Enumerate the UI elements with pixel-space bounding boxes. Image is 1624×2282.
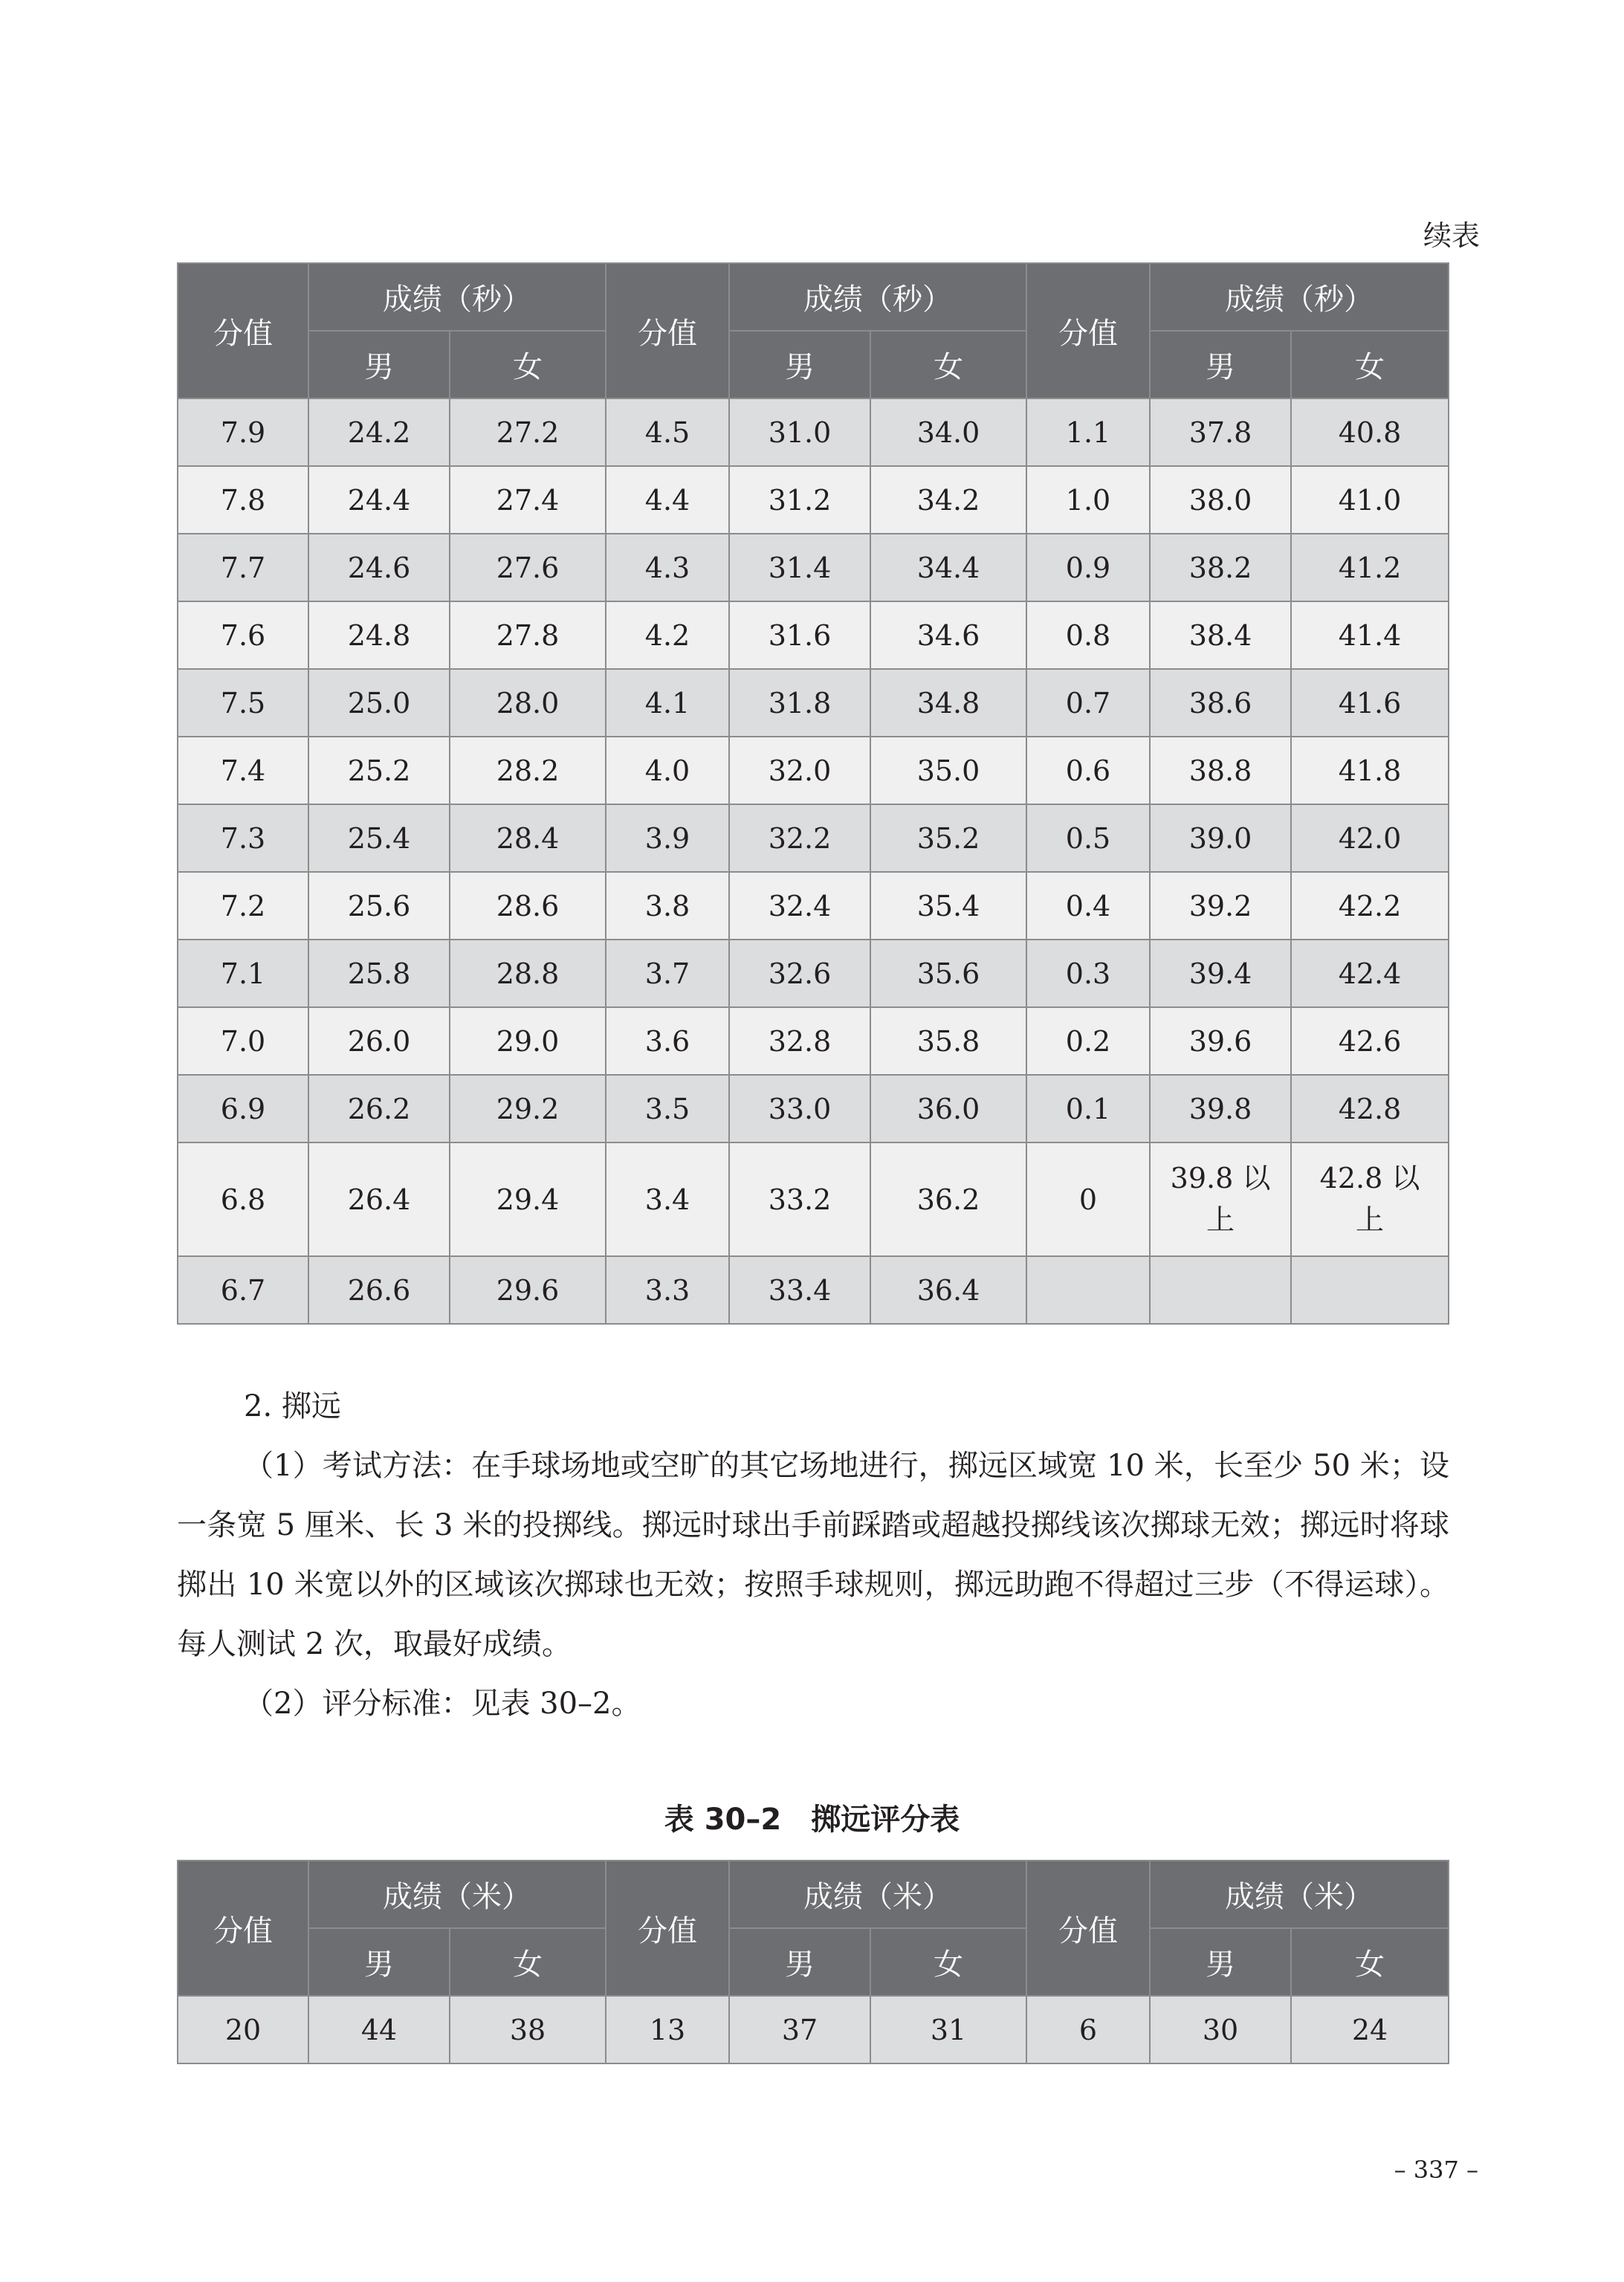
score-header: 分值 — [606, 1861, 729, 1996]
table-cell: 0.6 — [1026, 737, 1150, 804]
throwing-score-table — [177, 1860, 1449, 2064]
table-cell: 31.6 — [729, 601, 870, 669]
table-cell: 4.5 — [606, 398, 729, 466]
table-cell: 26.4 — [308, 1142, 450, 1256]
table-cell: 42.4 — [1291, 940, 1449, 1007]
table-cell: 35.0 — [870, 737, 1026, 804]
table-cell: 7.2 — [178, 872, 308, 940]
table-row — [178, 1996, 1449, 2063]
table-row — [178, 601, 1449, 669]
score-header: 分值 — [178, 1861, 308, 1996]
result-header: 成绩（米） — [729, 1861, 1026, 1928]
section-heading: 2. 掷远 — [244, 1389, 341, 1423]
table-cell: 7.8 — [178, 466, 308, 534]
table-cell: 7.5 — [178, 669, 308, 737]
table-cell: 24.8 — [308, 601, 450, 669]
result-header: 成绩（米） — [1150, 1861, 1449, 1928]
table-cell: 41.2 — [1291, 534, 1449, 601]
running-score-table-continued — [177, 262, 1449, 1325]
table-cell: 24 — [1291, 1996, 1449, 2063]
continued-table-label: 续表 — [1423, 219, 1480, 252]
table-cell: 37 — [729, 1996, 870, 2063]
table-cell: 35.4 — [870, 872, 1026, 940]
table-cell: 34.2 — [870, 466, 1026, 534]
table-cell: 39.2 — [1150, 872, 1291, 940]
table-cell: 6.9 — [178, 1075, 308, 1142]
table-cell: 29.6 — [450, 1256, 606, 1324]
table-cell: 7.1 — [178, 940, 308, 1007]
table-cell: 6 — [1026, 1996, 1150, 2063]
table-cell: 31 — [870, 1996, 1026, 2063]
table-cell: 34.0 — [870, 398, 1026, 466]
table-cell: 39.0 — [1150, 804, 1291, 872]
table-cell: 38.8 — [1150, 737, 1291, 804]
table-row — [178, 1256, 1449, 1324]
table-cell: 3.9 — [606, 804, 729, 872]
standard-paragraph: （2）评分标准：见表 30–2。 — [244, 1687, 641, 1721]
table-cell — [1150, 1256, 1291, 1324]
table-cell: 4.4 — [606, 466, 729, 534]
table-cell: 38 — [450, 1996, 606, 2063]
table-cell: 3.4 — [606, 1142, 729, 1256]
table-cell: 24.4 — [308, 466, 450, 534]
table-cell: 31.4 — [729, 534, 870, 601]
table-row — [178, 804, 1449, 872]
table-row — [178, 737, 1449, 804]
table-cell: 38.4 — [1150, 601, 1291, 669]
table-cell: 0.1 — [1026, 1075, 1150, 1142]
table-cell: 41.8 — [1291, 737, 1449, 804]
table-cell: 28.8 — [450, 940, 606, 1007]
table-cell: 26.2 — [308, 1075, 450, 1142]
table-cell: 31.2 — [729, 466, 870, 534]
table-cell: 42.2 — [1291, 872, 1449, 940]
table-cell: 3.7 — [606, 940, 729, 1007]
table-cell: 41.0 — [1291, 466, 1449, 534]
table-cell: 39.6 — [1150, 1007, 1291, 1075]
table-cell: 25.6 — [308, 872, 450, 940]
table-header-row — [178, 263, 1449, 331]
male-header: 男 — [1150, 331, 1291, 398]
method-paragraph: （1）考试方法：在手球场地或空旷的其它场地进行，掷远区域宽 10 米，长至少 50 米；设一条宽 5 厘米、长 3 米的投掷线。掷远时球出手前踩踏或超越投掷线该次掷球无效；掷远时将球掷出 10 米宽以外的区域该次掷球也无效；按照手球规则，掷远助跑不得超过三步（不得运球）。每人测试 2 次，取最好成绩。 — [177, 1449, 1449, 1661]
table-row — [178, 1007, 1449, 1075]
score-header: 分值 — [606, 263, 729, 398]
table-header-row — [178, 1861, 1449, 1928]
table-cell: 27.8 — [450, 601, 606, 669]
table-cell: 36.0 — [870, 1075, 1026, 1142]
table-cell: 26.0 — [308, 1007, 450, 1075]
table-cell: 44 — [308, 1996, 450, 2063]
table-cell: 29.4 — [450, 1142, 606, 1256]
table-cell: 28.4 — [450, 804, 606, 872]
table-cell: 25.0 — [308, 669, 450, 737]
table-cell: 3.5 — [606, 1075, 729, 1142]
table-cell: 32.2 — [729, 804, 870, 872]
table-cell: 0.5 — [1026, 804, 1150, 872]
table-cell: 42.8 以上 — [1291, 1142, 1449, 1256]
table-cell: 0.8 — [1026, 601, 1150, 669]
table-cell: 3.3 — [606, 1256, 729, 1324]
table-cell: 38.0 — [1150, 466, 1291, 534]
table-cell: 36.2 — [870, 1142, 1026, 1256]
section-throwing — [177, 1377, 1449, 1733]
table-cell: 40.8 — [1291, 398, 1449, 466]
table-cell: 30 — [1150, 1996, 1291, 2063]
page-number: – 337 – — [1394, 2156, 1478, 2184]
table-subheader-row — [178, 1928, 1449, 1996]
table-cell: 28.0 — [450, 669, 606, 737]
table-cell: 32.6 — [729, 940, 870, 1007]
table-cell: 25.8 — [308, 940, 450, 1007]
score-header: 分值 — [1026, 263, 1150, 398]
table-row — [178, 534, 1449, 601]
table-cell: 33.4 — [729, 1256, 870, 1324]
table-caption: 表 30–2 掷远评分表 — [664, 1803, 960, 1837]
table-cell: 35.8 — [870, 1007, 1026, 1075]
table-cell: 6.7 — [178, 1256, 308, 1324]
table-cell: 24.2 — [308, 398, 450, 466]
table-cell: 33.0 — [729, 1075, 870, 1142]
female-header: 女 — [450, 1928, 606, 1996]
table-row — [178, 1075, 1449, 1142]
table-cell: 25.2 — [308, 737, 450, 804]
table-cell: 7.4 — [178, 737, 308, 804]
table-cell: 20 — [178, 1996, 308, 2063]
table-cell — [1026, 1256, 1150, 1324]
table-cell: 31.0 — [729, 398, 870, 466]
table-cell: 42.8 — [1291, 1075, 1449, 1142]
table-cell: 3.8 — [606, 872, 729, 940]
score-header: 分值 — [1026, 1861, 1150, 1996]
table-cell: 7.9 — [178, 398, 308, 466]
table-cell: 32.4 — [729, 872, 870, 940]
table-cell: 28.2 — [450, 737, 606, 804]
table-cell: 7.7 — [178, 534, 308, 601]
male-header: 男 — [308, 331, 450, 398]
table-cell: 35.6 — [870, 940, 1026, 1007]
male-header: 男 — [1150, 1928, 1291, 1996]
table-cell: 26.6 — [308, 1256, 450, 1324]
table-cell: 3.6 — [606, 1007, 729, 1075]
male-header: 男 — [729, 331, 870, 398]
table-cell: 0.4 — [1026, 872, 1150, 940]
table-row — [178, 669, 1449, 737]
male-header: 男 — [729, 1928, 870, 1996]
table-cell: 13 — [606, 1996, 729, 2063]
table-cell: 39.8 — [1150, 1075, 1291, 1142]
table-cell: 34.8 — [870, 669, 1026, 737]
result-header: 成绩（秒） — [729, 263, 1026, 331]
table-row — [178, 466, 1449, 534]
table-cell: 38.6 — [1150, 669, 1291, 737]
table-cell: 41.4 — [1291, 601, 1449, 669]
table-row — [178, 1142, 1449, 1256]
table-cell: 42.6 — [1291, 1007, 1449, 1075]
table-cell: 27.4 — [450, 466, 606, 534]
score-header: 分值 — [178, 263, 308, 398]
table-cell: 31.8 — [729, 669, 870, 737]
table-cell: 35.2 — [870, 804, 1026, 872]
result-header: 成绩（米） — [308, 1861, 606, 1928]
table-cell: 33.2 — [729, 1142, 870, 1256]
female-header: 女 — [1291, 331, 1449, 398]
table-cell: 32.8 — [729, 1007, 870, 1075]
table-cell: 4.3 — [606, 534, 729, 601]
table-cell: 4.2 — [606, 601, 729, 669]
table-cell: 0.9 — [1026, 534, 1150, 601]
table-cell: 39.8 以上 — [1150, 1142, 1291, 1256]
table-cell: 0 — [1026, 1142, 1150, 1256]
female-header: 女 — [450, 331, 606, 398]
table-cell: 38.2 — [1150, 534, 1291, 601]
table-cell: 0.2 — [1026, 1007, 1150, 1075]
table-cell: 36.4 — [870, 1256, 1026, 1324]
table-subheader-row — [178, 331, 1449, 398]
table-cell: 34.4 — [870, 534, 1026, 601]
table-cell: 39.4 — [1150, 940, 1291, 1007]
table-cell: 42.0 — [1291, 804, 1449, 872]
table-cell: 27.2 — [450, 398, 606, 466]
table-cell: 29.0 — [450, 1007, 606, 1075]
table-cell: 34.6 — [870, 601, 1026, 669]
table-cell: 24.6 — [308, 534, 450, 601]
table-cell: 41.6 — [1291, 669, 1449, 737]
female-header: 女 — [870, 1928, 1026, 1996]
table-cell: 7.6 — [178, 601, 308, 669]
table-cell: 7.3 — [178, 804, 308, 872]
table-cell: 0.3 — [1026, 940, 1150, 1007]
table-cell: 4.1 — [606, 669, 729, 737]
result-header: 成绩（秒） — [308, 263, 606, 331]
table-cell: 4.0 — [606, 737, 729, 804]
male-header: 男 — [308, 1928, 450, 1996]
table-cell: 28.6 — [450, 872, 606, 940]
result-header: 成绩（秒） — [1150, 263, 1449, 331]
table-cell: 0.7 — [1026, 669, 1150, 737]
table-cell: 37.8 — [1150, 398, 1291, 466]
table-cell: 6.8 — [178, 1142, 308, 1256]
table-cell: 1.1 — [1026, 398, 1150, 466]
table-cell: 25.4 — [308, 804, 450, 872]
table-cell: 32.0 — [729, 737, 870, 804]
female-header: 女 — [870, 331, 1026, 398]
table-cell: 27.6 — [450, 534, 606, 601]
table-row — [178, 872, 1449, 940]
female-header: 女 — [1291, 1928, 1449, 1996]
table-cell: 7.0 — [178, 1007, 308, 1075]
table-cell — [1291, 1256, 1449, 1324]
table-row — [178, 398, 1449, 466]
table-cell: 29.2 — [450, 1075, 606, 1142]
table-row — [178, 940, 1449, 1007]
table-cell: 1.0 — [1026, 466, 1150, 534]
